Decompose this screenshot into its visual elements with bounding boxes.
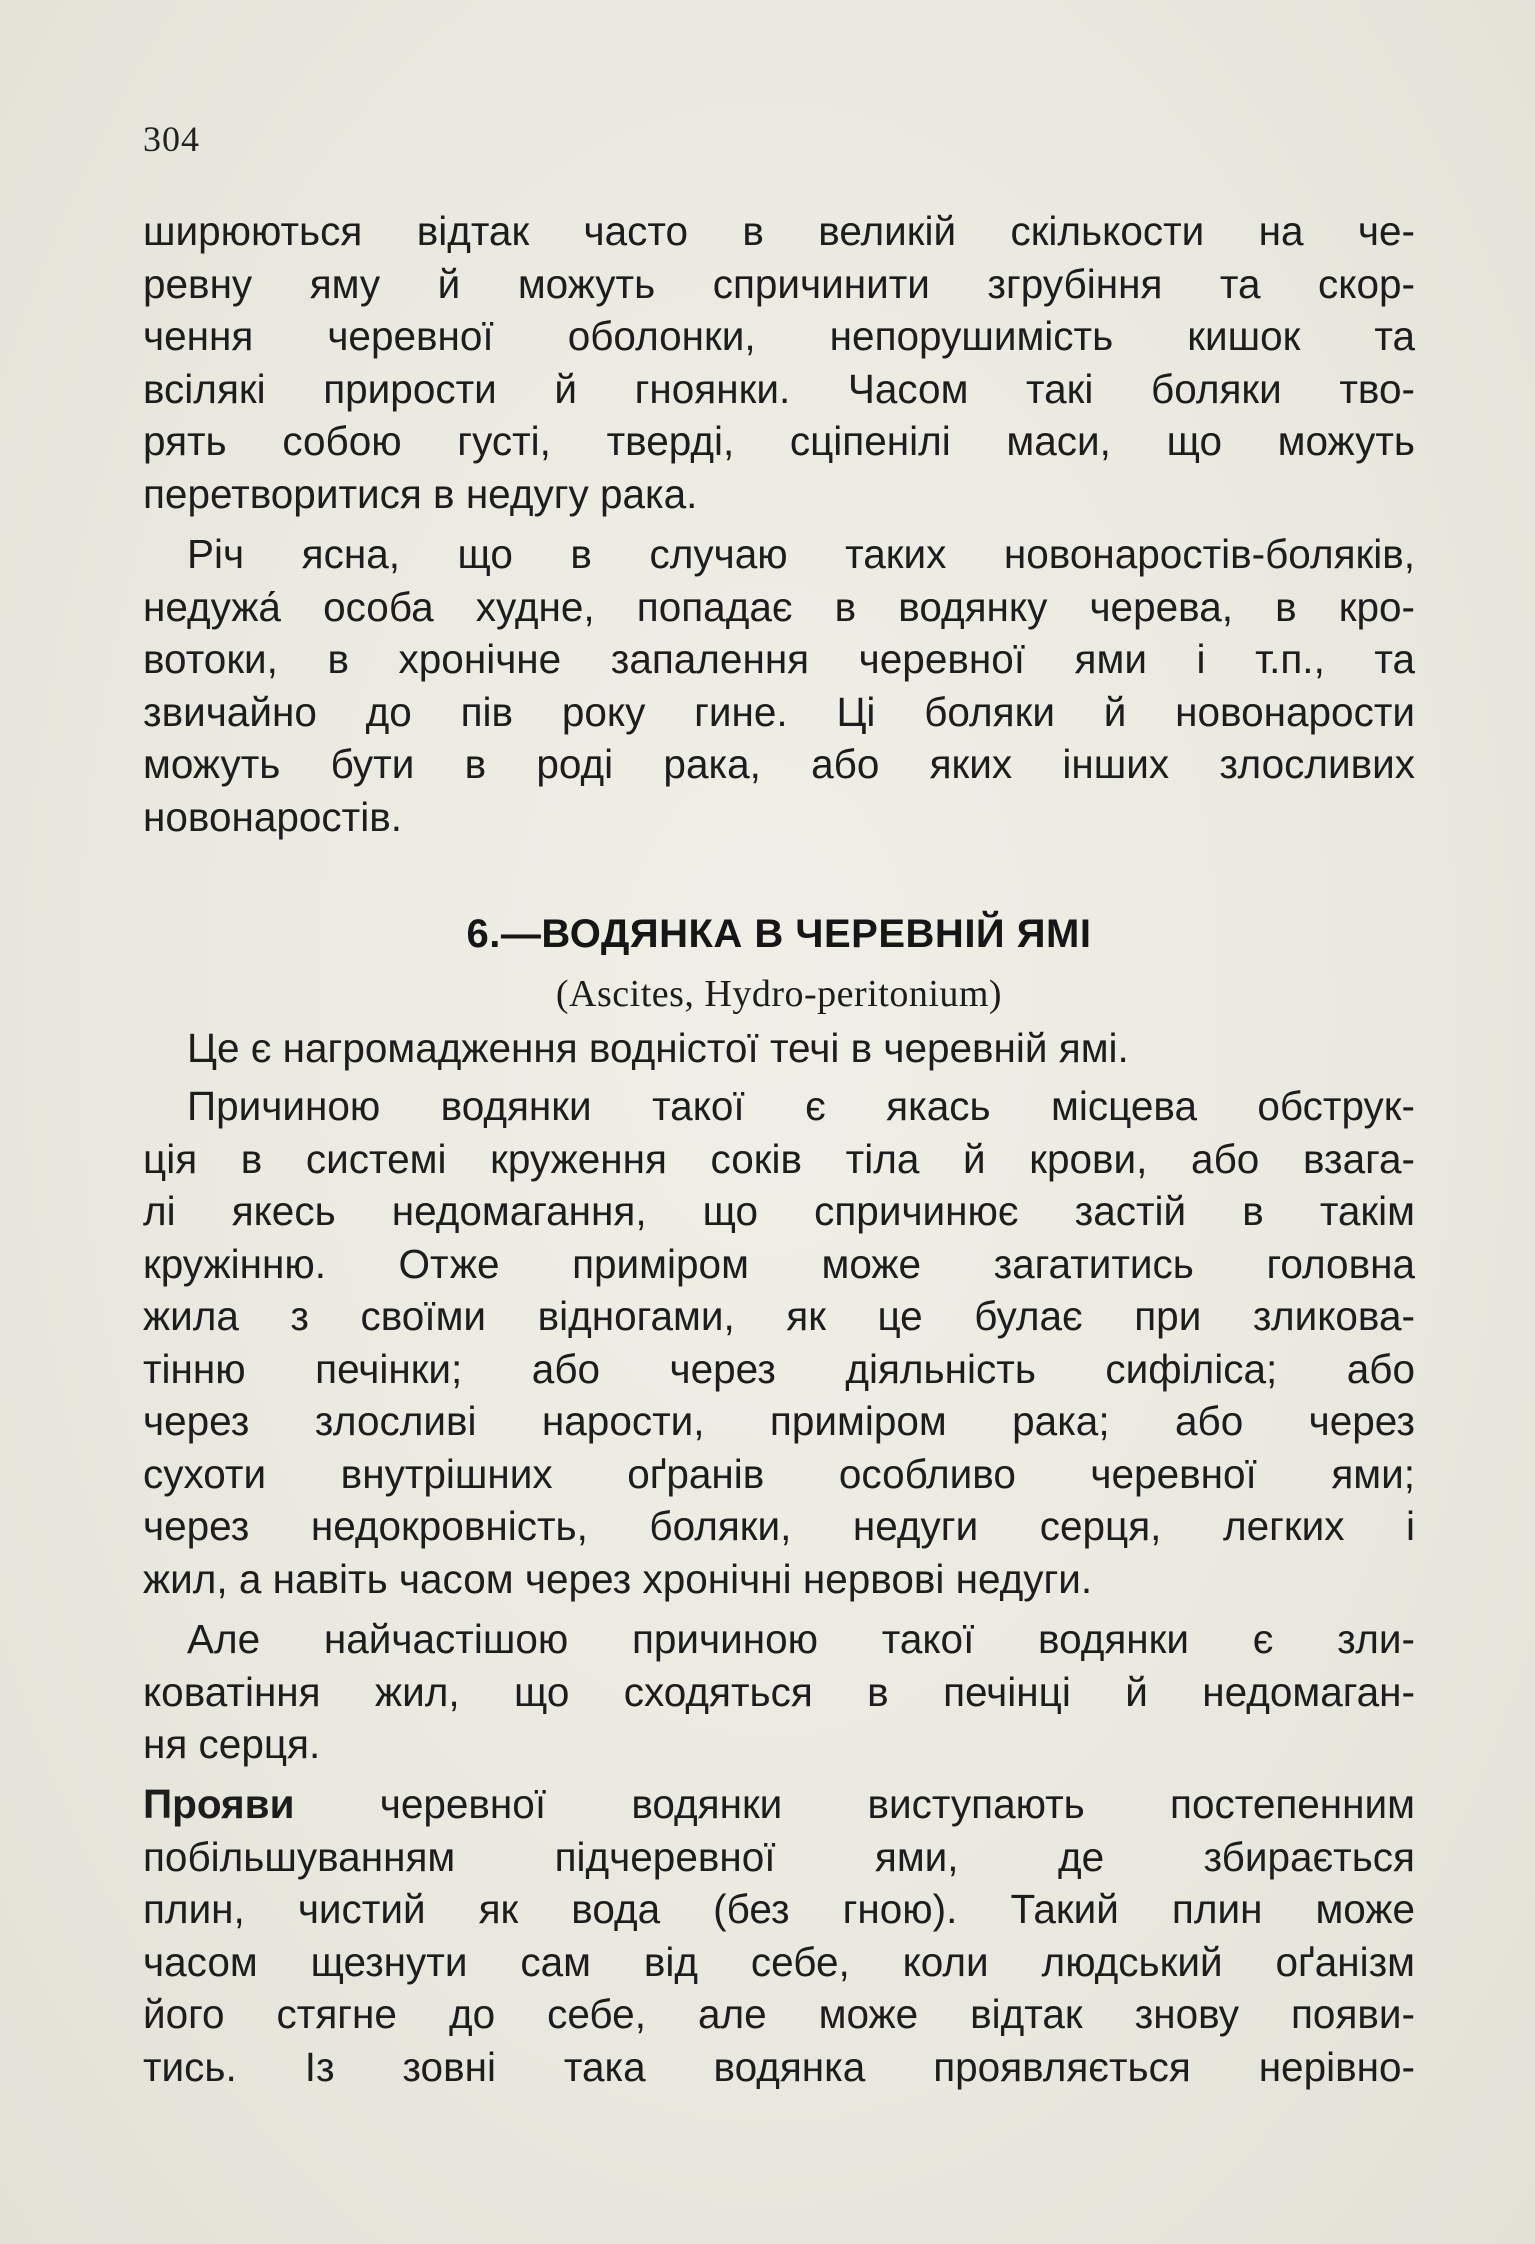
text-line: Річ ясна, що в случаю таких новонаростів-боляків,	[187, 531, 1415, 577]
text-line: рять собою густі, тверді, сціпенілі маси, що можуть	[143, 418, 1415, 464]
text-line: Але найчастішою причиною такої водянки є зли-	[187, 1616, 1415, 1662]
text-line: вотоки, в хронічне запалення черевної ями і т.п., та	[143, 636, 1415, 682]
page-number: 304	[143, 119, 200, 159]
paragraph-symptoms	[143, 1778, 1415, 2093]
text-line: можуть бути в роді рака, або яких інших злосливих	[143, 741, 1415, 787]
text-line: тись. Із зовні така водянка проявляється нерівно-	[143, 2043, 1415, 2090]
text-line: його стягне до себе, але може відтак знову появи-	[143, 1991, 1415, 2037]
text-line: перетворитися в недугу рака.	[143, 470, 698, 517]
text-line: через недокровність, боляки, недуги серця, легких і	[143, 1503, 1415, 1549]
text-line: ревну яму й можуть спричинити згрубіння та скор-	[143, 260, 1415, 307]
paragraph-definition	[143, 1022, 1415, 1075]
text-line: ня серця.	[143, 1721, 321, 1767]
text-line: через злосливі нарости, приміром рака; або через	[143, 1398, 1415, 1444]
text-line: тінню печінки; або через діяльність сифіліса; або	[143, 1345, 1415, 1392]
text-line: жила з своїми відногами, як це булає при зликова-	[143, 1293, 1415, 1339]
text-line: ширюються відтак часто в великій скількости на че-	[143, 208, 1415, 254]
bold-term: Прояви	[143, 1781, 295, 1827]
paragraph-tumors	[143, 528, 1415, 843]
text-line: ція в системі круження соків тіла й крови, або взага-	[143, 1135, 1415, 1182]
text-line: Це є нагромадження водністої течі в черевній ямі.	[187, 1025, 1129, 1071]
text-line: плин, чистий як вода (без гною). Такий плин може	[143, 1886, 1415, 1932]
section-heading: 6.—ВОДЯНКА В ЧЕРЕВНІЙ ЯМІ	[466, 912, 1092, 956]
text-line: всілякі прирости й гноянки. Часом такі боляки тво-	[143, 365, 1415, 412]
text-line: недужа́ особа худне, попадає в водянку черева, в кро-	[143, 583, 1415, 630]
text-fragment: черевної водянки виступають постепенним	[294, 1781, 1415, 1827]
text-line: кружінню. Отже приміром може загатитись головна	[143, 1240, 1415, 1287]
text-line: сухоти внутрішних оґранів особливо черевної ями;	[143, 1450, 1415, 1497]
text-line: жил, а навіть часом через хронічні нервові недуги.	[143, 1555, 1093, 1602]
section-subheading: (Ascites, Hydro-peritonium)	[555, 973, 1003, 1015]
paragraph-continuation	[143, 205, 1415, 520]
paragraph-main-cause	[143, 1613, 1415, 1771]
text-line: Причиною водянки такої є якась місцева обструк-	[187, 1083, 1415, 1129]
text-line: звичайно до пів року гине. Ці боляки й новонарости	[143, 688, 1415, 735]
text-line: побільшуванням підчеревної ями, де збирається	[143, 1833, 1415, 1880]
text-line: лі якесь недомагання, що спричинює застій в такім	[143, 1188, 1415, 1234]
text-line: новонаростів.	[143, 793, 402, 840]
text-line: часом щезнути сам від себе, коли людський оґанізм	[143, 1938, 1415, 1985]
text-line: коватіння жил, що сходяться в печінці й недомаган-	[143, 1668, 1415, 1715]
text-line: чення черевної оболонки, непорушимість кишок та	[143, 313, 1415, 359]
paragraph-causes	[143, 1080, 1415, 1605]
text-line	[143, 1778, 1415, 1831]
